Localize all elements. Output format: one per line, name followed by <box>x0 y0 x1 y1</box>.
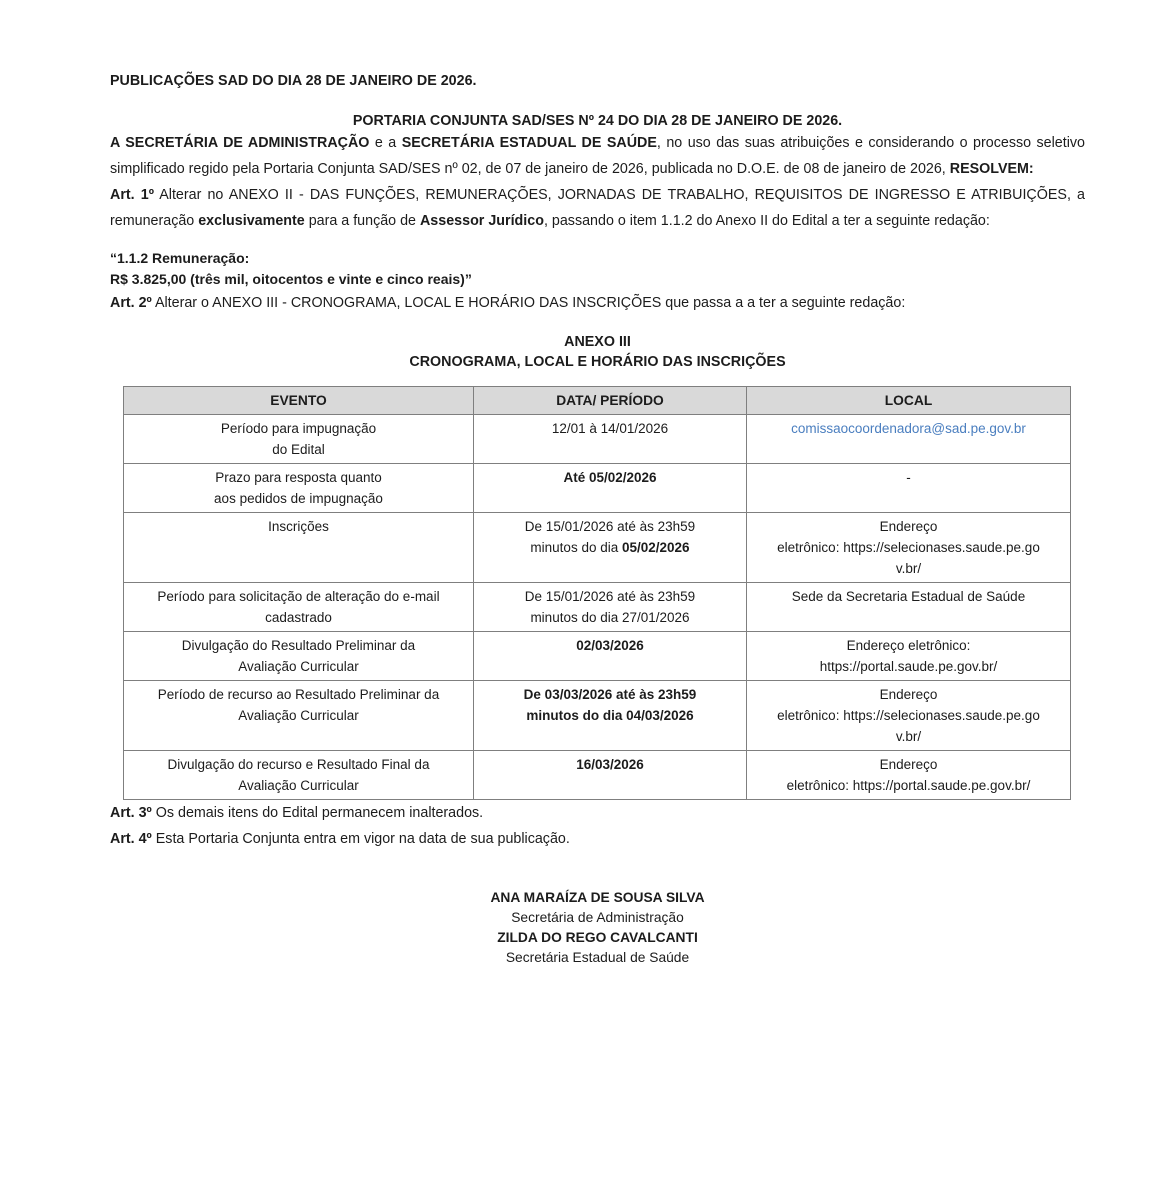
art2-paragraph: Art. 2º Alterar o ANEXO III - CRONOGRAMA, LOCAL E HORÁRIO DAS INSCRIÇÕES que passa a a ter a seguinte redação: <box>110 295 906 311</box>
cell-line: 16/03/2026 <box>576 757 644 772</box>
cell-local <box>747 415 1071 464</box>
table-header-row <box>124 387 1071 415</box>
table-row <box>124 751 1071 800</box>
cell-line: Período para solicitação de alteração do e-mail <box>157 589 440 604</box>
table-row <box>124 583 1071 632</box>
cell-line: 02/03/2026 <box>576 638 644 653</box>
cell-line: Divulgação do recurso e Resultado Final da <box>167 757 430 772</box>
signatory-name-1: ANA MARAÍZA DE SOUSA SILVA <box>490 890 705 905</box>
cell-evento <box>124 751 474 800</box>
cell-evento <box>124 583 474 632</box>
cell-line: https://portal.saude.pe.gov.br/ <box>819 659 998 674</box>
cell-line: eletrônico: https://selecionases.saude.pe.go <box>777 540 1040 555</box>
cell-line: do Edital <box>272 442 325 457</box>
cell-data-periodo <box>474 415 747 464</box>
col-header-evento: EVENTO <box>124 387 474 415</box>
cell-data-periodo <box>474 751 747 800</box>
cell-evento <box>124 513 474 583</box>
art1-paragraph: Art. 1º Alterar no ANEXO II - DAS FUNÇÕES, REMUNERAÇÕES, JORNADAS DE TRABALHO, REQUISITOS DE INGRESSO E ATRIBUIÇÕES, a remuneração exclusivamente para a função de Assessor Jurídico, passando o item 1.1.2 do Anexo II do Edital a ter a seguinte redação: <box>110 187 1085 229</box>
cell-local <box>747 513 1071 583</box>
cell-evento <box>124 415 474 464</box>
cell-local <box>747 632 1071 681</box>
signatory-name-2: ZILDA DO REGO CAVALCANTI <box>497 930 698 945</box>
intro-paragraph: A SECRETÁRIA DE ADMINISTRAÇÃO e a SECRETÁRIA ESTADUAL DE SAÚDE, no uso das suas atribuições e considerando o processo seletivo simplificado regido pela Portaria Conjunta SAD/SES nº 02, de 07 de janeiro de 2026, publicada no D.O.E. de 08 de janeiro de 2026, RESOLVEM: <box>110 135 1086 177</box>
cell-line: Prazo para resposta quanto <box>215 470 382 485</box>
cell-line: Sede da Secretaria Estadual de Saúde <box>791 589 1026 604</box>
cell-line: Até 05/02/2026 <box>563 470 657 485</box>
anexo-heading <box>110 332 1085 372</box>
cell-line: minutos do dia 05/02/2026 <box>530 540 690 555</box>
table-row <box>124 681 1071 751</box>
cell-line: Avaliação Curricular <box>238 778 359 793</box>
art3-paragraph: Art. 3º Os demais itens do Edital permanecem inalterados. <box>110 805 484 821</box>
col-header-data-periodo: DATA/ PERÍODO <box>474 387 747 415</box>
cell-line: De 15/01/2026 até às 23h59 <box>524 589 696 604</box>
cell-data-periodo <box>474 513 747 583</box>
col-header-local: LOCAL <box>747 387 1071 415</box>
cell-line: Avaliação Curricular <box>238 708 359 723</box>
cronograma-table <box>123 386 1071 800</box>
signatory-role-2: Secretária Estadual de Saúde <box>505 950 690 965</box>
cell-local <box>747 681 1071 751</box>
portaria-title: PORTARIA CONJUNTA SAD/SES Nº 24 DO DIA 28 DE JANEIRO DE 2026. <box>352 113 843 129</box>
cell-evento <box>124 681 474 751</box>
cell-line: v.br/ <box>895 561 922 576</box>
cell-line: 12/01 à 14/01/2026 <box>551 421 669 436</box>
cell-line: Endereço eletrônico: <box>846 638 971 653</box>
cell-line: eletrônico: https://selecionases.saude.pe.go <box>777 708 1040 723</box>
cell-local <box>747 751 1071 800</box>
anexo-subtitle: CRONOGRAMA, LOCAL E HORÁRIO DAS INSCRIÇÕES <box>409 354 786 370</box>
cell-evento <box>124 464 474 513</box>
signature-block <box>110 888 1085 968</box>
cell-line: eletrônico: https://portal.saude.pe.gov.br/ <box>786 778 1031 793</box>
cell-evento <box>124 632 474 681</box>
quote-block <box>110 248 1085 290</box>
table-row <box>124 632 1071 681</box>
cell-data-periodo <box>474 583 747 632</box>
cell-line: v.br/ <box>895 729 922 744</box>
cell-local <box>747 583 1071 632</box>
table-row <box>124 415 1071 464</box>
cell-line: Divulgação do Resultado Preliminar da <box>181 638 416 653</box>
cell-line: De 03/03/2026 até às 23h59 <box>523 687 697 702</box>
art4-paragraph: Art. 4º Esta Portaria Conjunta entra em vigor na data de sua publicação. <box>110 831 570 847</box>
email-link[interactable]: comissaocoordenadora@sad.pe.gov.br <box>791 421 1026 436</box>
table-row <box>124 513 1071 583</box>
cell-line: Endereço <box>879 519 938 534</box>
cell-line: minutos do dia 27/01/2026 <box>530 610 690 625</box>
cell-line: aos pedidos de impugnação <box>214 491 383 506</box>
cell-line: minutos do dia 04/03/2026 <box>526 708 694 723</box>
signatory-role-1: Secretária de Administração <box>511 910 684 925</box>
cell-line: - <box>906 470 911 485</box>
publication-title: PUBLICAÇÕES SAD DO DIA 28 DE JANEIRO DE 2026. <box>110 73 477 89</box>
cell-line: Avaliação Curricular <box>238 659 359 674</box>
cell-line: De 15/01/2026 até às 23h59 <box>524 519 696 534</box>
cell-local <box>747 464 1071 513</box>
cell-line: Inscrições <box>268 519 329 534</box>
cell-line: Endereço <box>879 687 938 702</box>
cell-data-periodo <box>474 681 747 751</box>
cell-data-periodo <box>474 464 747 513</box>
anexo-title: ANEXO III <box>564 334 631 350</box>
cell-line: Período de recurso ao Resultado Preliminar da <box>157 687 440 702</box>
cell-line: cadastrado <box>265 610 332 625</box>
quote-line-1: “1.1.2 Remuneração: <box>110 250 250 266</box>
cell-line: Endereço <box>879 757 938 772</box>
cell-line <box>752 418 1065 439</box>
table-row <box>124 464 1071 513</box>
cell-data-periodo <box>474 632 747 681</box>
quote-line-2: R$ 3.825,00 (três mil, oitocentos e vinte e cinco reais)” <box>110 271 472 287</box>
cell-line: Período para impugnação <box>220 421 377 436</box>
cronograma-table-body <box>124 415 1071 800</box>
